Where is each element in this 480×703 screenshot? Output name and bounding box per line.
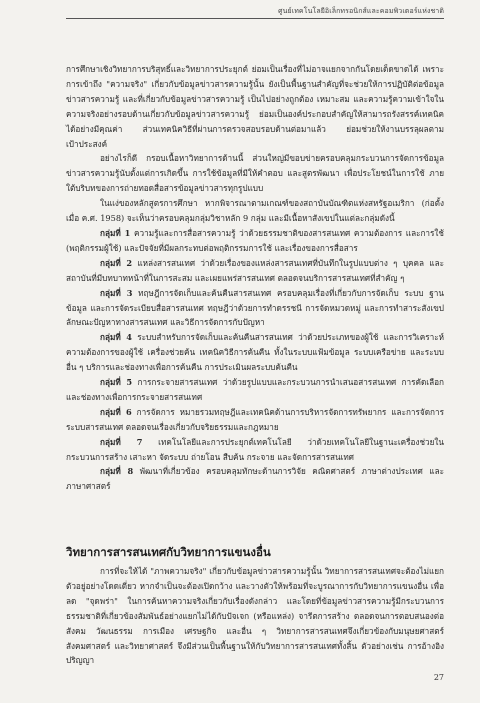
body-text: [66, 62, 444, 494]
group-label: กลุ่มที่ 6: [100, 406, 132, 417]
group-label: กลุ่มที่ 4: [100, 332, 132, 343]
subject-group-item: [66, 330, 444, 375]
paragraph: การที่จะให้ได้ "ภาพความจริง" เกี่ยวกับข้อมูลข่าวสารความรู้นั้น วิทยาการสารสนเทศจะต้องไม่แยกตัวอยู่อย่างโดดเดี่ยว หากจำเป็นจะต้องเปิดกว้าง และวางตัวให้พร้อมที่จะบูรณาการกับวิทยาการแขนงอื่น เพื่อลด "จุดพร่า" ในการค้นหาความจริงเกี่ยวกับเรื่องดังกล่าว และโดยที่ข้อมูลข่าวสารความรู้มีกระบวนการธรรมชาติที่เกี่ยวข้องสัมพันธ์อย่างแยกไม่ได้กับปัจเจก (หรือแหล่ง) จารีตการสร้าง ตลอดจนการตอบสนองต่อสังคม วัฒนธรรม การเมือง เศรษฐกิจ และอื่น ๆ วิทยาการสารสนเทศจึงเกี่ยวข้องกับมนุษยศาสตร์ สังคมศาสตร์ และวิทยาศาสตร์ จึงมีส่วนเป็นพื้นฐานให้กับวิทยาการสารสนเทศทั้งสิ้น ตัวอย่างเช่น การอ้างอิงปริญญา: [66, 566, 444, 666]
group-text: การจัดการ หมายรวมทฤษฎีและเทคนิคด้านการบริหารจัดการทรัพยากร และการจัดการระบบสารสนเทศ ตลอดจนเรื่องเกี่ยวกับจริยธรรมและกฎหมาย: [66, 406, 444, 432]
group-label: กลุ่มที่ 3: [100, 287, 133, 298]
group-text: ทฤษฎีการจัดเก็บและค้นคืนสารสนเทศ ครอบคลุมเรื่องที่เกี่ยวกับการจัดเก็บ ระบบ ฐานข้อมูล และการจัดระเบียบสื่อสารสนเทศ ทฤษฎีว่าด้วยการทำดรรชนี การจัดหมวดหมู่ และการทำสาระสังเขป ลักษณะปัญหาทางสารสนเทศ และวิธีการจัดการกับปัญหา: [66, 287, 444, 328]
section-heading: วิทยาการสารสนเทศกับวิทยาการแขนงอื่น: [66, 545, 271, 559]
paragraph: อย่างไรก็ดี กรอบเนื้อหาวิทยาการด้านนี้ ส่วนใหญ่มีขอบข่ายครอบคลุมกระบวนการจัดการข้อมูลข่าวสารความรู้นับตั้งแต่การเกิดขึ้น การใช้ข้อมูลที่มีให้คำตอบ และสูตรพัฒนา เพื่อประโยชน์ในการใช้ ภายใต้บริบทของการถ่ายทอดสื่อสารข้อมูลข่าวสารทุกรูปแบบ: [66, 153, 444, 194]
header-rule: [66, 18, 444, 19]
group-text: ความรู้และการสื่อสารความรู้ ว่าด้วยธรรมชาติของสารสนเทศ ความต้องการ และการใช้ (พฤติกรรมผู้ใช้) และปัจจัยที่มีผลกระทบต่อพฤติกรรมการใช้ และเรื่องของการสื่อสาร: [66, 227, 444, 253]
page-number: 27: [433, 673, 444, 682]
paragraph: ในแง่ของหลักสูตรการศึกษา หากพิจารณาตามเกณฑ์ของสถาบันบัณฑิตแห่งสหรัฐอเมริกา (ก่อตั้งเมื่อ ค.ศ. 1958) จะเห็นว่าครอบคลุมกลุ่มวิชาหลัก 9 กลุ่ม และมีเนื้อหาสังเขปในแต่ละกลุ่มดังนี้: [66, 198, 444, 224]
subject-group-item: [66, 464, 444, 494]
group-label: กลุ่มที่ 5: [100, 377, 133, 388]
group-label: กลุ่มที่ 2: [100, 257, 133, 268]
group-text: ระบบสำหรับการจัดเก็บและค้นคืนสารสนเทศ ว่าด้วยประเภทของผู้ใช้ และการวิเคราะห์ ความต้องการของผู้ใช้ เครื่องช่วยค้น เทคนิควิธีการค้นคืน ทั้งในระบบแฟ้มข้อมูล ระบบเครือข่าย และระบบอื่น ๆ บริการและช่องทางเพื่อการค้นคืน การประเมินผลระบบค้นคืน: [66, 332, 444, 373]
subject-group-item: [66, 256, 444, 286]
group-text: เทคโนโลยีและการประยุกต์เทคโนโลยี ว่าด้วยเทคโนโลยีในฐานะเครื่องช่วยในกระบวนการสร้าง เสาะหา จัดระบบ ถ่ายโอน สืบค้น กระจาย และจัดการสารสนเทศ: [66, 436, 444, 462]
group-text: แหล่งสารสนเทศ ว่าด้วยเรื่องของแหล่งสารสนเทศที่บันทึกในรูปแบบต่าง ๆ บุคคล และสถาบันที่มีบทบาทหน้าที่ในการสะสม และเผยแพร่สารสนเทศ ตลอดจนบริการสารสนเทศที่สำคัญ ๆ: [66, 257, 444, 283]
group-text: การกระจายสารสนเทศ ว่าด้วยรูปแบบและกระบวนการนำเสนอสารสนเทศ การคัดเลือก และช่องทางเพื่อการกระจายสารสนเทศ: [66, 377, 444, 402]
subject-group-item: [66, 435, 444, 465]
group-text: พัฒนาที่เกี่ยวข้อง ครอบคลุมทักษะด้านการวิจัย คณิตศาสตร์ ภาษาต่างประเทศ และภาษาศาสตร์: [66, 466, 444, 492]
subject-group-item: [66, 405, 444, 435]
subject-group-item: [66, 226, 444, 256]
section-body-text: [66, 564, 444, 668]
group-label: กลุ่มที่ 8: [100, 466, 134, 477]
paragraph: การศึกษาเชิงวิทยาการบริสุทธิ์และวิทยาการประยุกต์ ย่อมเป็นเรื่องที่ไม่อาจแยกจากกันโดยเด็ดขาดได้ เพราะการเข้าถึง "ความจริง" เกี่ยวกับข้อมูลข่าวสารความรู้นั้น ยังเป็นพื้นฐานสำคัญที่จะช่วยให้การปฏิบัติต่อข้อมูลข่าวสารความรู้ และที่เกี่ยวกับข้อมูลข่าวสารความรู้ เป็นไปอย่างถูกต้อง เหมาะสม และความรู้ความเข้าใจในความจริงอย่างรอบด้านเกี่ยวกับข้อมูลข่าวสารความรู้ ย่อมเป็นองค์ประกอบสำคัญให้สามารถรังสรรค์เทคนิคได้อย่างมีคุณค่า ส่วนเทคนิควิธีที่ผ่านการตรวจสอบรอบด้านต่อมาแล้ว ย่อมช่วยให้งานบรรลุผลตามเป้าประสงค์: [66, 64, 444, 149]
group-label: กลุ่มที่ 7: [100, 436, 143, 447]
group-label: กลุ่มที่ 1: [100, 227, 131, 238]
subject-group-item: [66, 286, 444, 331]
running-header: ศูนย์เทคโนโลยีอิเล็กทรอนิกส์และคอมพิวเตอร์แห่งชาติ: [278, 7, 444, 15]
subject-group-item: [66, 375, 444, 405]
